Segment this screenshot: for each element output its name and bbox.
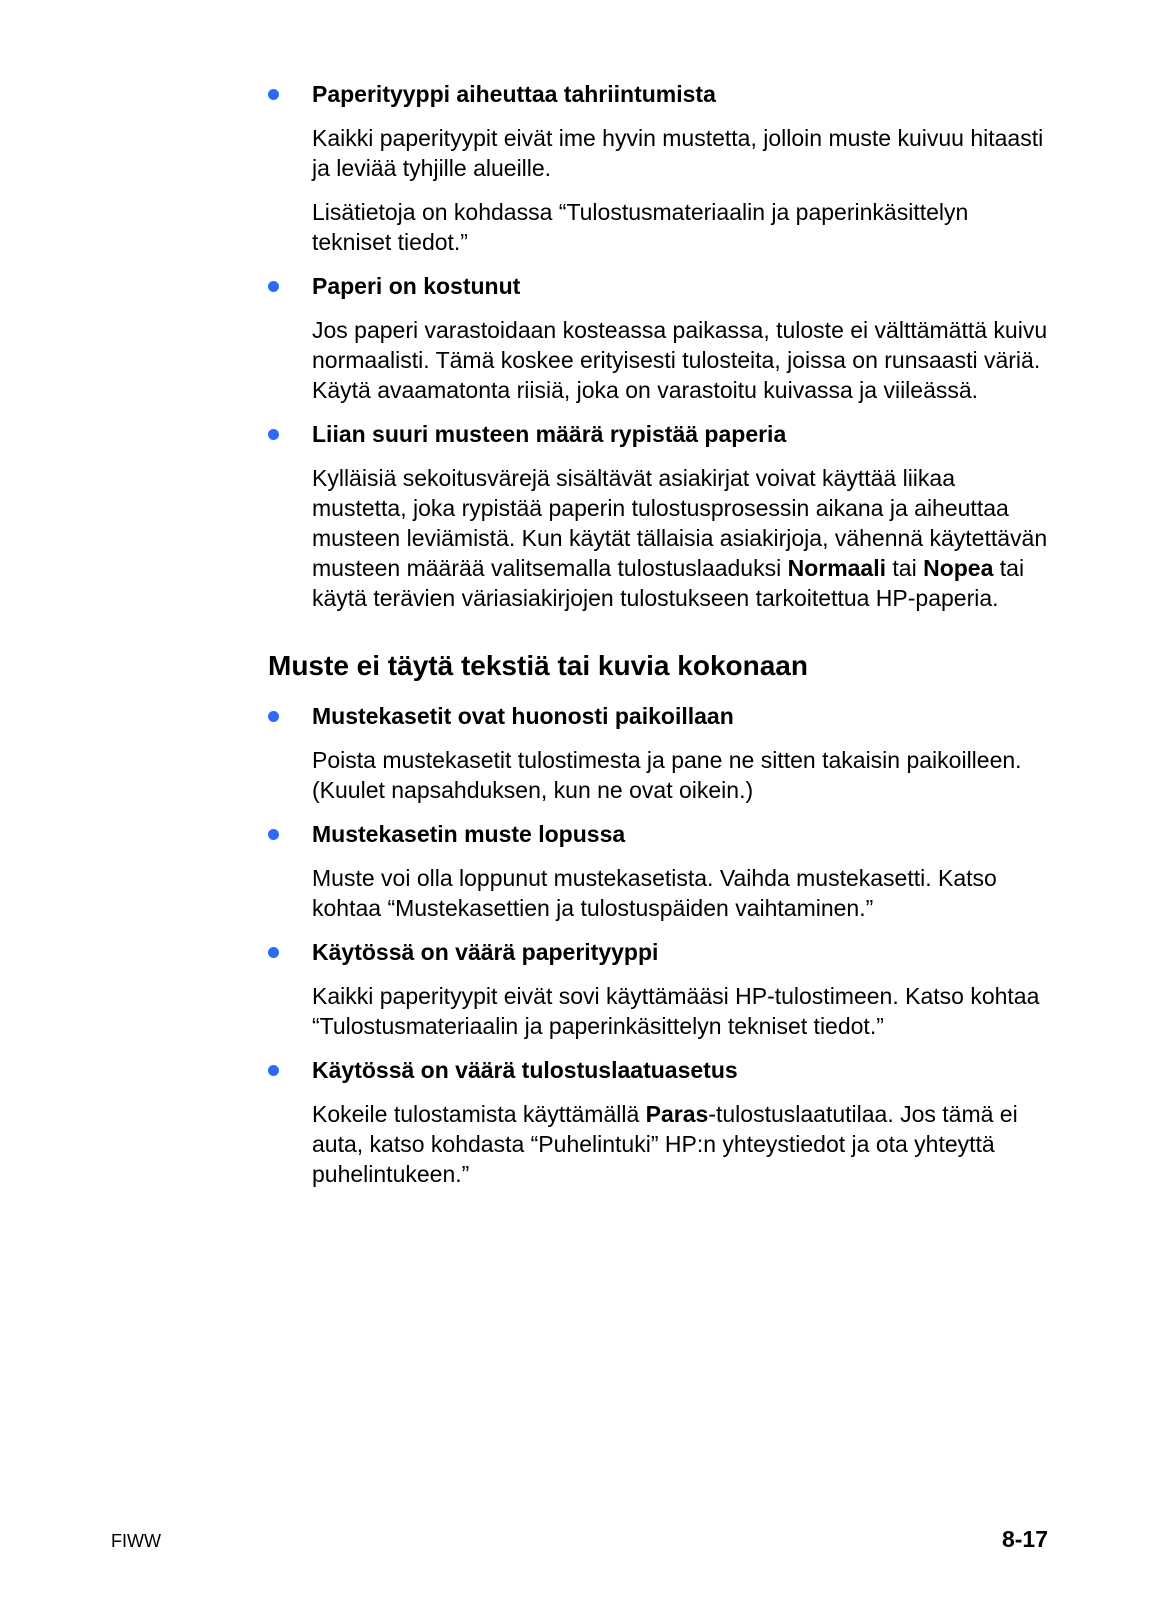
item-heading-text: Käytössä on väärä paperityyppi bbox=[312, 939, 659, 965]
item-heading bbox=[268, 271, 1048, 301]
list-item bbox=[268, 937, 1048, 1041]
item-paragraph: Lisätietoja on kohdassa “Tulostusmateriaalin ja paperinkäsittelyn tekniset tiedot.” bbox=[312, 199, 969, 255]
footer-label: FIWW bbox=[111, 1531, 161, 1551]
paragraph-text: -tulostuslaatutilaa. Jos tämä ei auta, katso kohdasta “Puhelintuki” HP:n yhteystiedot ja ota yhteyttä puhelintukeen.” bbox=[312, 1101, 1018, 1187]
list-item bbox=[268, 419, 1048, 613]
bold-term-nopea: Nopea bbox=[923, 555, 994, 581]
item-paragraph bbox=[268, 463, 1048, 613]
page-number: 8-17 bbox=[1001, 1526, 1048, 1552]
item-paragraph: Muste voi olla loppunut mustekasetista. Vaihda mustekasetti. Katso kohtaa “Mustekasettien ja tulostuspäiden vaihtaminen.” bbox=[312, 865, 997, 921]
paragraph-text: tai käytä terävien väriasiakirjojen tulostukseen tarkoitettua HP-paperia. bbox=[312, 555, 1025, 611]
paragraph-text: Kokeile tulostamista käyttämällä bbox=[312, 1101, 646, 1127]
page-content bbox=[268, 79, 1048, 1203]
section-title: Muste ei täytä tekstiä tai kuvia kokonaan bbox=[268, 650, 808, 681]
bullet-icon bbox=[268, 281, 279, 292]
bullet-icon bbox=[268, 947, 279, 958]
item-heading bbox=[268, 701, 1048, 731]
bold-term-normaali: Normaali bbox=[787, 555, 887, 581]
item-paragraph: Kaikki paperityypit eivät ime hyvin mustetta, jolloin muste kuivuu hitaasti ja leviää tyhjille alueille. bbox=[312, 125, 1044, 181]
item-heading bbox=[268, 1055, 1048, 1085]
item-heading bbox=[268, 819, 1048, 849]
item-heading-text: Käytössä on väärä tulostuslaatuasetus bbox=[312, 1057, 738, 1083]
item-heading bbox=[268, 937, 1048, 967]
item-paragraph: Kaikki paperityypit eivät sovi käyttämääsi HP-tulostimeen. Katso kohtaa “Tulostusmateriaalin ja paperinkäsittelyn tekniset tiedot.” bbox=[312, 983, 1040, 1039]
item-paragraph bbox=[268, 1099, 1048, 1189]
list-item bbox=[268, 819, 1048, 923]
list-item bbox=[268, 701, 1048, 805]
item-paragraph: Poista mustekasetit tulostimesta ja pane ne sitten takaisin paikoilleen. (Kuulet napsahduksen, kun ne ovat oikein.) bbox=[312, 747, 1022, 803]
bullet-icon bbox=[268, 1065, 279, 1076]
bold-term-paras: Paras bbox=[645, 1101, 709, 1127]
bullet-icon bbox=[268, 711, 279, 722]
item-heading bbox=[268, 419, 1048, 449]
list-item bbox=[268, 1055, 1048, 1189]
list-item bbox=[268, 79, 1048, 257]
paragraph-text: tai bbox=[886, 555, 924, 581]
item-heading-text: Liian suuri musteen määrä rypistää paperia bbox=[312, 421, 787, 447]
item-heading-text: Mustekasetit ovat huonosti paikoillaan bbox=[312, 703, 734, 729]
bullet-icon bbox=[268, 429, 279, 440]
item-heading-text: Paperityyppi aiheuttaa tahriintumista bbox=[312, 81, 716, 107]
bullet-icon bbox=[268, 829, 279, 840]
item-heading-text: Paperi on kostunut bbox=[312, 273, 521, 299]
item-heading-text: Mustekasetin muste lopussa bbox=[312, 821, 626, 847]
item-heading bbox=[268, 79, 1048, 109]
bullet-icon bbox=[268, 89, 279, 100]
list-item bbox=[268, 271, 1048, 405]
item-paragraph: Jos paperi varastoidaan kosteassa paikassa, tuloste ei välttämättä kuivu normaalisti. Tämä koskee erityisesti tulosteita, joissa on runsaasti väriä. Käytä avaamatonta riisiä, joka on varastoitu kuivassa ja viileässä. bbox=[312, 317, 1048, 403]
paragraph-text: Kylläisiä sekoitusvärejä sisältävät asiakirjat voivat käyttää liikaa mustetta, joka rypistää paperin tulostusprosessin aikana ja aiheuttaa musteen leviämistä. Kun käytät tällaisia asiakirjoja, vähennä käytettävän musteen määrää valitsemalla tulostuslaaduksi bbox=[312, 465, 1048, 581]
